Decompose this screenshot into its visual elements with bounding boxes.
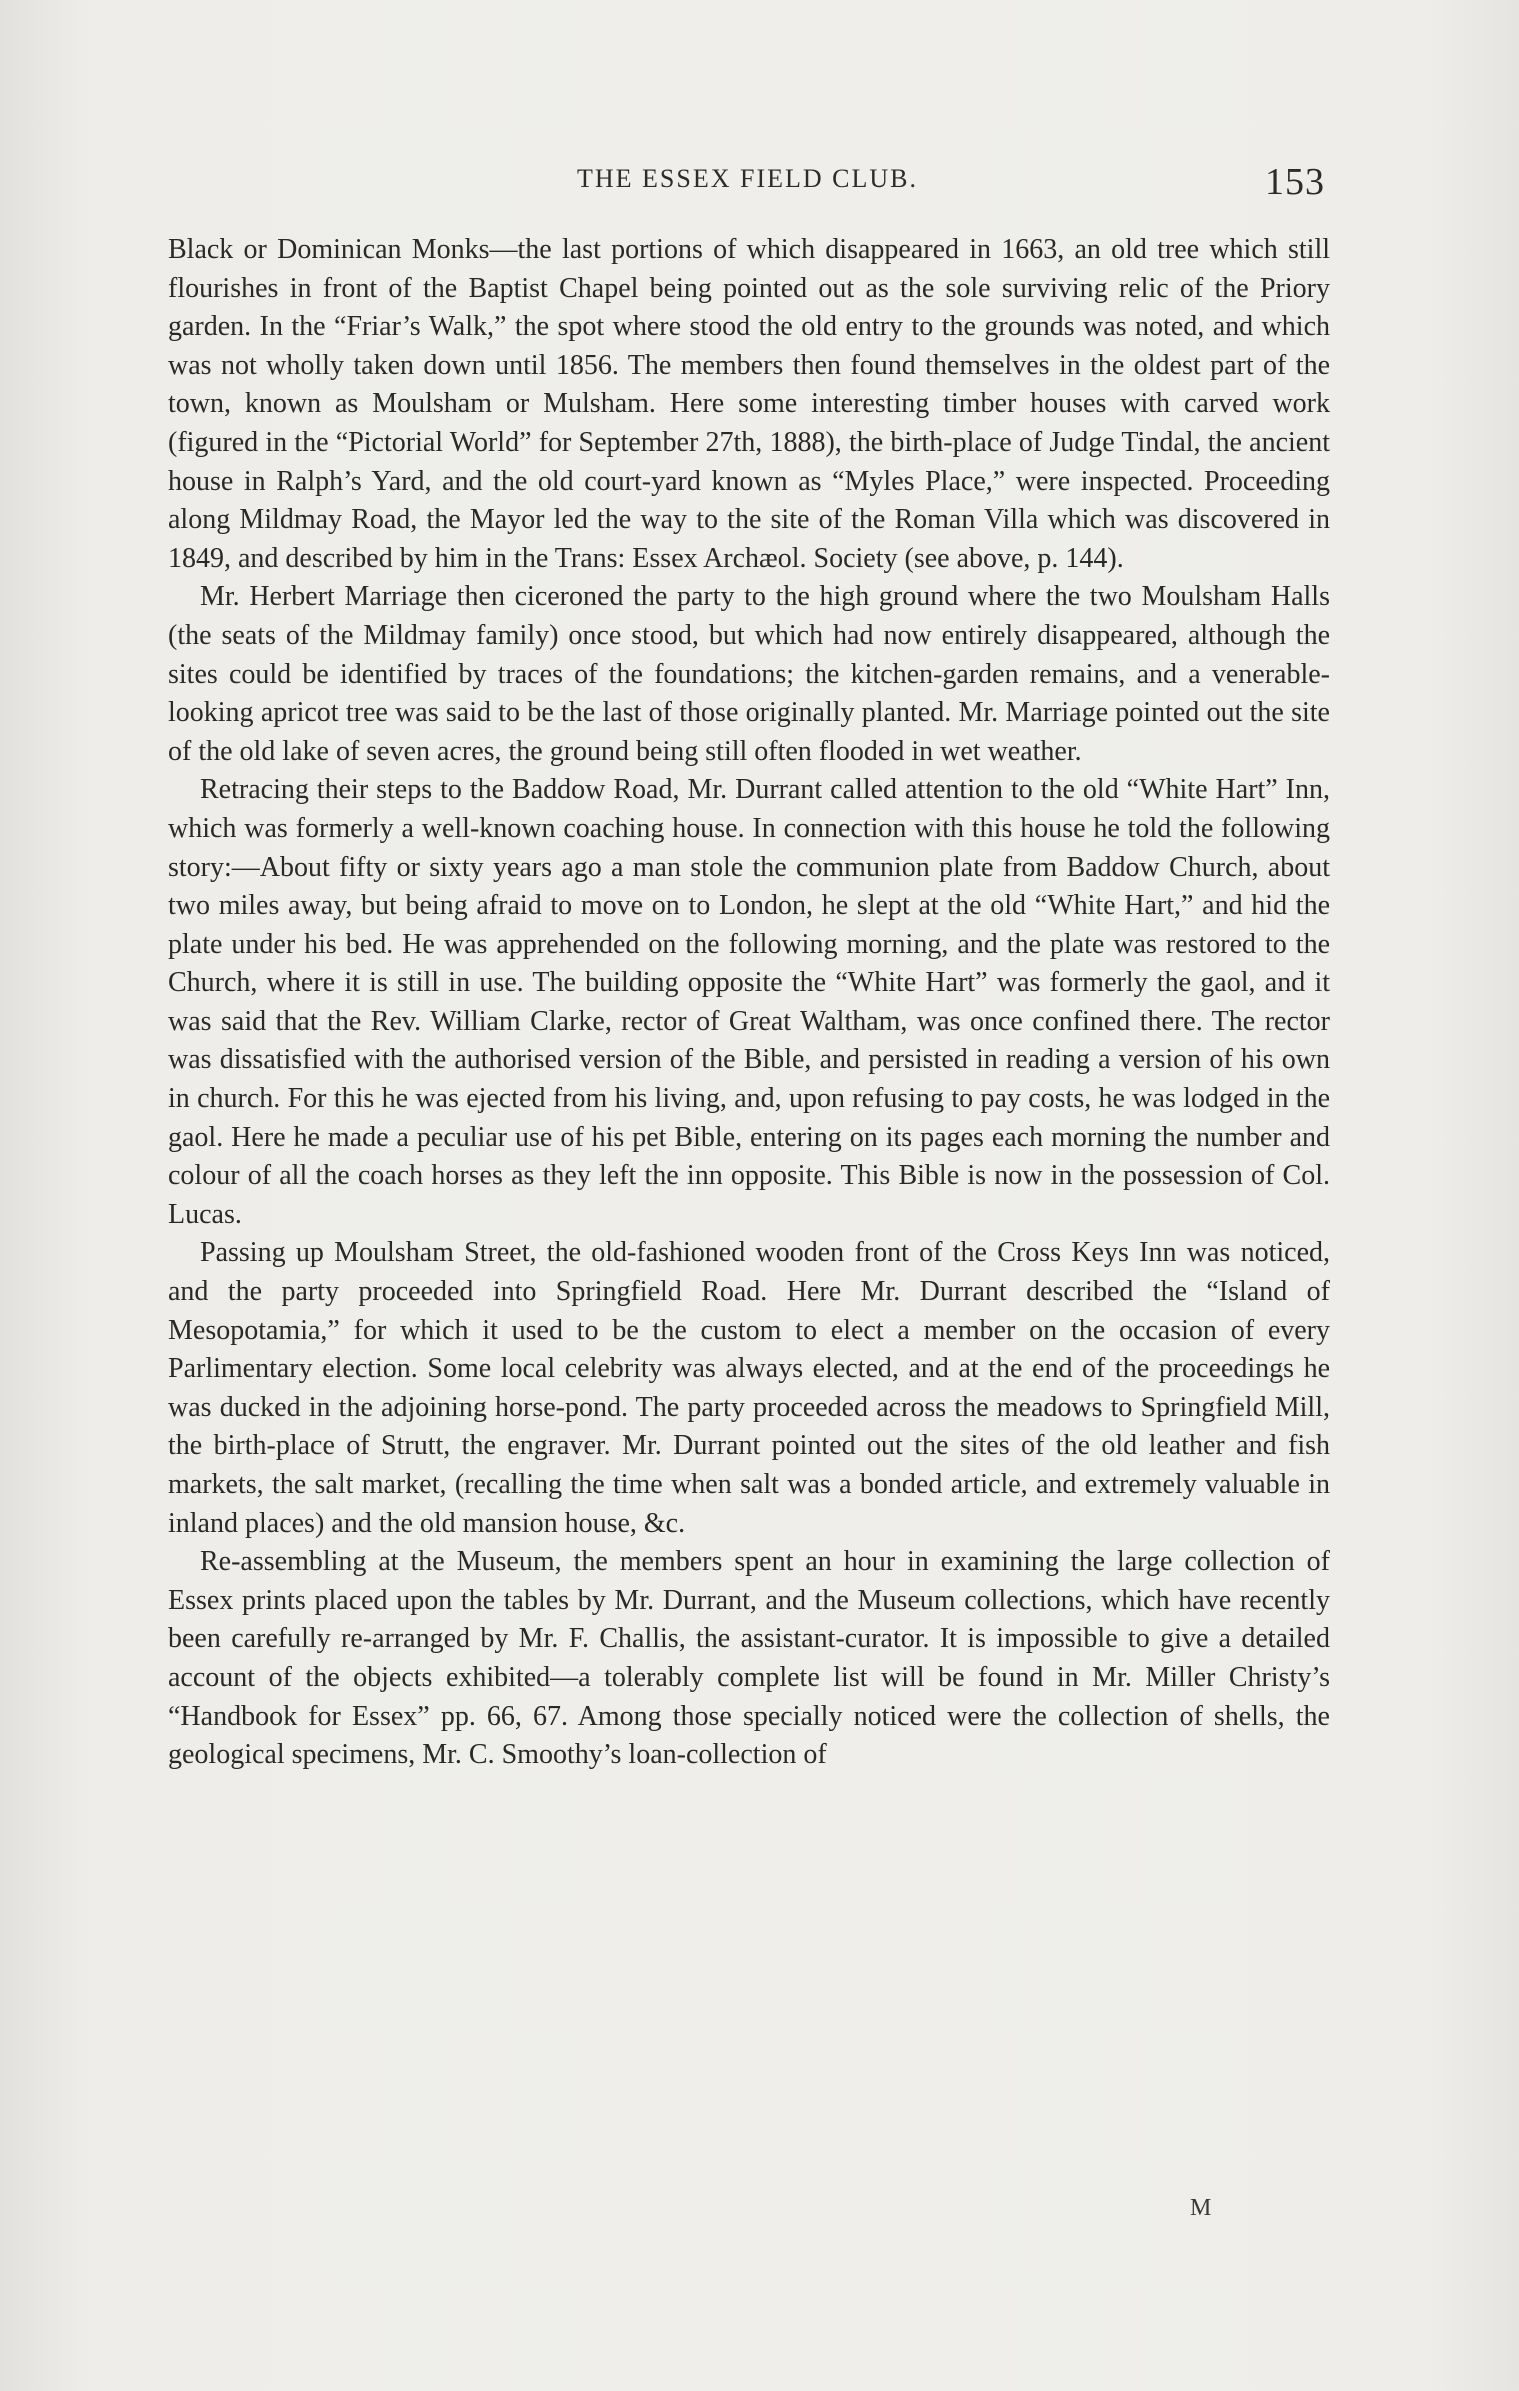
paragraph-museum: Re-assembling at the Museum, the members spent an hour in examining the large collection of Essex prints placed upon the tables by Mr. Durrant, and the Museum collections, which have recently been carefully re-arranged by Mr. F. Challis, the assistant-curator. It is impossible to give a detailed account of the objects exhibited—a tolerably complete list will be found in Mr. Miller Christy’s “Handbook for Essex” pp. 66, 67. Among those specially noticed were the collection of shells, the geological specimens, Mr. C. Smoothy’s loan-collection of: [168, 1546, 1330, 1771]
signature-mark: M: [1190, 2195, 1213, 2221]
paragraph-moulsham-street: Passing up Moulsham Street, the old-fashioned wooden front of the Cross Keys Inn was noticed, and the party proceeded into Springfield Road. Here Mr. Durrant described the “Island of Mesopotamia,” for which it used to be the custom to elect a member on the occasion of every Parlimentary election. Some local celebrity was always elected, and at the end of the proceedings he was ducked in the adjoining horse-pond. The party proceeded across the meadows to Springfield Mill, the birth-place of Strutt, the engraver. Mr. Durrant pointed out the sites of the old leather and fish markets, the salt market, (recalling the time when salt was a bonded article, and extremely valuable in inland places) and the old mansion house, &c.: [168, 1237, 1330, 1539]
body-text: [168, 231, 1330, 1775]
paragraph-priory-and-moulsham: Black or Dominican Monks—the last portions of which disappeared in 1663, an old tree which still flourishes in front of the Baptist Chapel being pointed out as the sole surviving relic of the Priory garden. In the “Friar’s Walk,” the spot where stood the old entry to the grounds was noted, and which was not wholly taken down until 1856. The members then found themselves in the oldest part of the town, known as Moulsham or Mulsham. Here some interesting timber houses with carved work (figured in the “Pictorial World” for September 27th, 1888), the birth-place of Judge Tindal, the ancient house in Ralph’s Yard, and the old court-yard known as “Myles Place,” were inspected. Proceeding along Mildmay Road, the Mayor led the way to the site of the Roman Villa which was discovered in 1849, and described by him in the Trans: Essex Archæol. Society (see above, p. 144).: [168, 234, 1330, 574]
running-head: [170, 160, 1325, 210]
page-number: 153: [1265, 161, 1325, 203]
running-title: THE ESSEX FIELD CLUB.: [577, 164, 918, 193]
paragraph-white-hart-inn: Retracing their steps to the Baddow Road, Mr. Durrant called attention to the old “White Hart” Inn, which was formerly a well-known coaching house. In connection with this house he told the following story:—About fifty or sixty years ago a man stole the communion plate from Baddow Church, about two miles away, but being afraid to move on to London, he slept at the old “White Hart,” and hid the plate under his bed. He was apprehended on the following morning, and the plate was restored to the Church, where it is still in use. The building opposite the “White Hart” was formerly the gaol, and it was said that the Rev. William Clarke, rector of Great Waltham, was once confined there. The rector was dissatisfied with the authorised version of the Bible, and persisted in reading a version of his own in church. For this he was ejected from his living, and, upon refusing to pay costs, he was lodged in the gaol. Here he made a peculiar use of his pet Bible, entering on its pages each morning the number and colour of all the coach horses as they left the inn opposite. This Bible is now in the possession of Col. Lucas.: [168, 774, 1330, 1230]
paragraph-moulsham-halls: Mr. Herbert Marriage then ciceroned the party to the high ground where the two Moulsham Halls (the seats of the Mildmay family) once stood, but which had now entirely disappeared, although the sites could be identified by traces of the foundations; the kitchen-garden remains, and a venerable-looking apricot tree was said to be the last of those originally planted. Mr. Marriage pointed out the site of the old lake of seven acres, the ground being still often flooded in wet weather.: [168, 581, 1330, 767]
